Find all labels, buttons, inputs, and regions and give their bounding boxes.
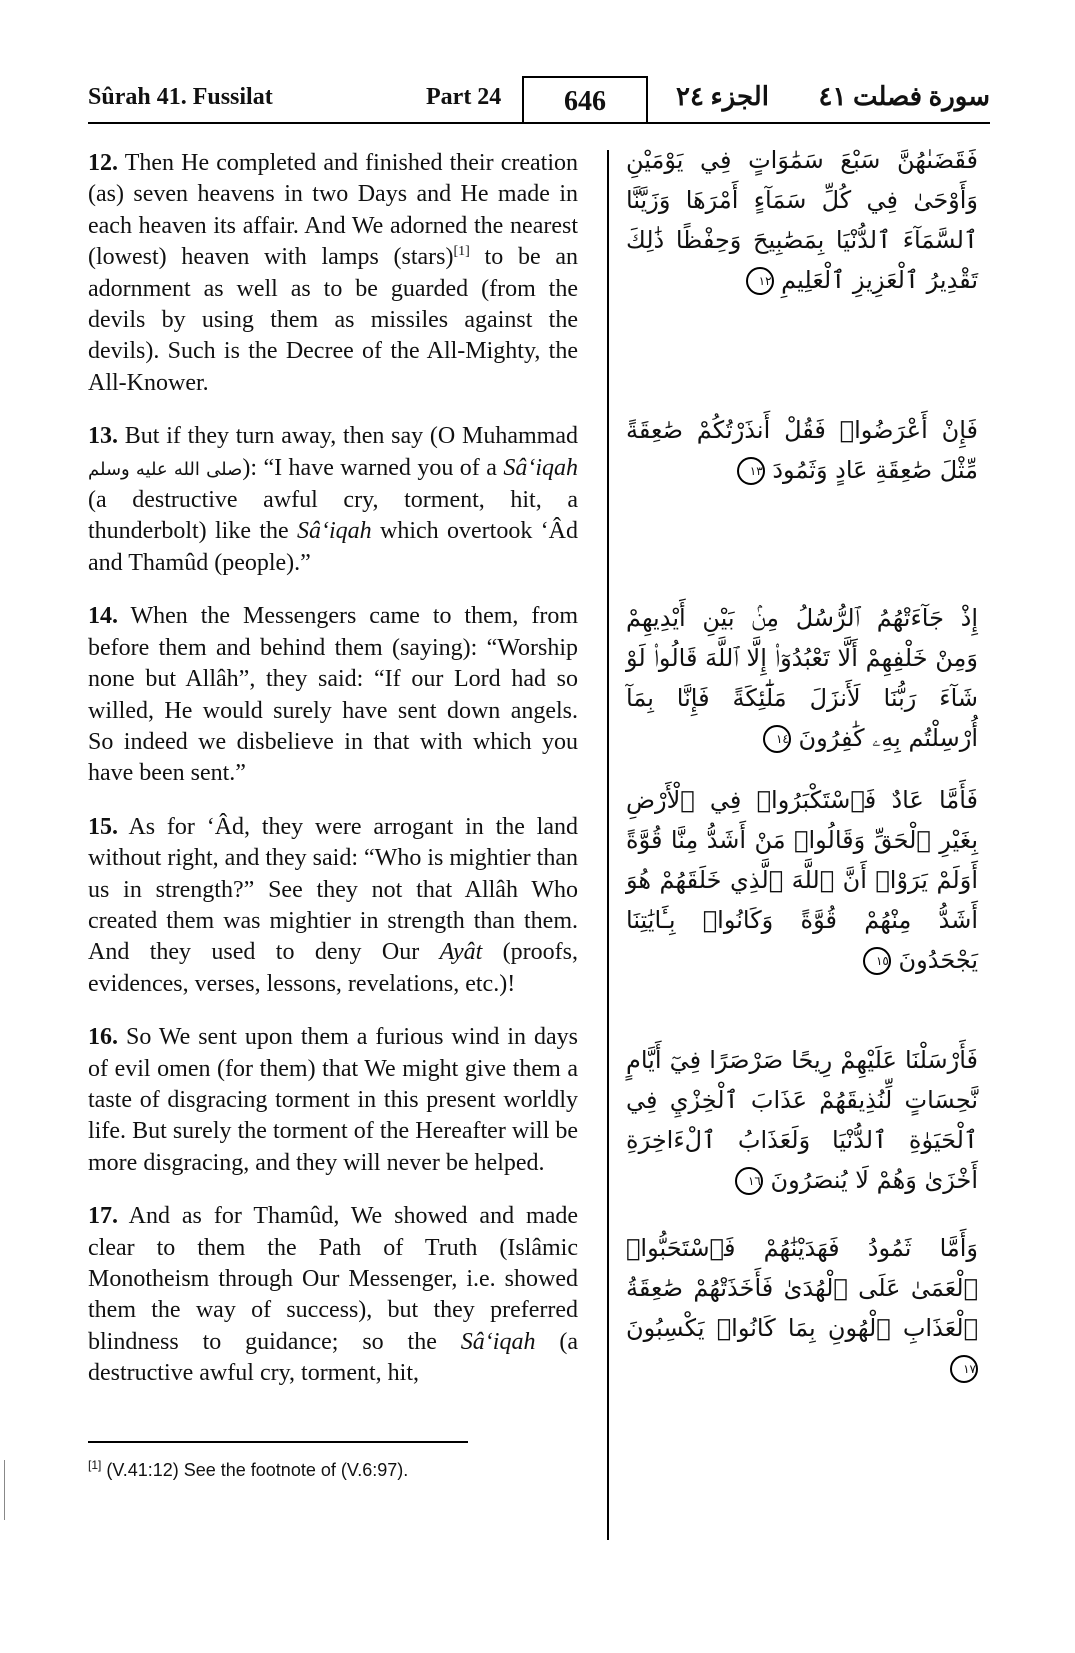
ayah-marker-icon: ١٤: [763, 725, 791, 753]
arabic-verse-15: [626, 780, 978, 980]
verse-15: [88, 812, 578, 1000]
verse-text: But if they turn away, then say (O Muhammad: [118, 423, 578, 450]
column-divider: [607, 150, 609, 1540]
verse-text: (a destructive awful cry, torment, hit, a thunderbolt) like the: [88, 487, 578, 545]
verse-16: [88, 1022, 578, 1179]
verse-number: 13.: [88, 423, 118, 450]
margin-mark: [4, 1460, 5, 1520]
italic-term: Sâ‘iqah: [297, 518, 372, 545]
verse-text: ): “I have warned you of a: [242, 454, 504, 481]
verse-text: And as for Thamûd, We showed and made clear to them the Path of Truth (Islâmic Monotheism through Our Messenger, i.e. showed them the way of success), but they preferred blindness to guidance; so the: [88, 1203, 578, 1355]
footnote: [88, 1458, 408, 1481]
verse-number: 15.: [88, 813, 118, 840]
verse-text: to be an adornment as well as to be guarded (from the devils by using them as missiles against the devils). Such is the Decree of the All-Mighty, the All-Knower.: [88, 244, 578, 396]
verse-number: 17.: [88, 1203, 118, 1230]
verse-number: 12.: [88, 150, 118, 176]
arabic-text: فَإِنْ أَعْرَضُوا۟ فَقُلْ أَنذَرْتُكُمْ صَٰعِقَةً مِّثْلَ صَٰعِقَةِ عَادٍ وَثَمُودَ: [626, 416, 978, 484]
page-number: 646: [522, 76, 648, 122]
ayah-marker-icon: ١٦: [735, 1167, 763, 1195]
verse-number: 14.: [88, 603, 118, 630]
arabic-verse-12: [626, 140, 978, 300]
ayah-marker-icon: ١٣: [737, 457, 765, 485]
arabic-verse-17: [626, 1228, 978, 1388]
verse-text: So We sent upon them a furious wind in days of evil omen (for them) that We might give them a taste of disgracing torment in this present worldly life. But surely the torment of the Hereafter will be more disgracing, and they will never be helped.: [88, 1024, 578, 1176]
page-header: [88, 78, 990, 124]
arabic-text: إِذْ جَآءَتْهُمُ ٱلرُّسُلُ مِنۢ بَيْنِ أَيْدِيهِمْ وَمِنْ خَلْفِهِمْ أَلَّا تَعْبُدُوٓا۟ إِلَّا ٱللَّهَ قَالُوا۟ لَوْ شَآءَ رَبُّنَا لَأَنزَلَ مَلَٰٓئِكَةً فَإِنَّا بِمَآ أُرْسِلْتُم بِهِۦ كَٰفِرُونَ: [626, 604, 978, 752]
verse-number: 16.: [88, 1024, 118, 1051]
footnote-ref: [1]: [453, 244, 470, 260]
surah-title-ar: سورة فصلت ٤١: [818, 82, 990, 111]
verse-12: [88, 148, 578, 399]
italic-term: Ayât: [439, 939, 483, 966]
italic-term: Sâ‘iqah: [503, 454, 579, 481]
surah-title-en: Sûrah 41. Fussilat: [88, 84, 273, 110]
verse-text: which overtook ‘Âd and Thamûd (people).”: [88, 518, 579, 576]
juz-label-ar: الجزء ٢٤: [676, 82, 769, 111]
arabic-text: فَأَرْسَلْنَا عَلَيْهِمْ رِيحًا صَرْصَرًا فِيٓ أَيَّامٍ نَّحِسَاتٍ لِّنُذِيقَهُمْ عَذَابَ ٱلْخِزْيِ فِي ٱلْحَيَوٰةِ ٱلدُّنْيَا وَلَعَذَابُ ٱلْءَاخِرَةِ أَخْزَىٰ وَهُمْ لَا يُنصَرُونَ: [626, 1046, 978, 1194]
ayah-marker-icon: ١٢: [746, 267, 774, 295]
arabic-text: فَقَضَىٰهُنَّ سَبْعَ سَمَٰوَاتٍ فِي يَوْمَيْنِ وَأَوْحَىٰ فِي كُلِّ سَمَآءٍ أَمْرَهَا وَزَيَّنَّا ٱلسَّمَآءَ ٱلدُّنْيَا بِمَصَٰبِيحَ وَحِفْظًا ذَٰلِكَ تَقْدِيرُ ٱلْعَزِيزِ ٱلْعَلِيمِ: [626, 146, 978, 294]
verse-text: When the Messengers came to them, from before them and behind them (saying): “Worship none but Allâh”, they said: “If our Lord had so willed, He would surely have sent down angels. So indeed we disbelieve in that with which you have been sent.”: [88, 603, 578, 787]
arabic-text: فَأَمَّا عَادٌ فَٱسْتَكْبَرُوا۟ فِي ٱلْأَرْضِ بِغَيْرِ ٱلْحَقِّ وَقَالُوا۟ مَنْ أَشَدُّ مِنَّا قُوَّةً أَوَلَمْ يَرَوْا۟ أَنَّ ٱللَّهَ ٱلَّذِي خَلَقَهُمْ هُوَ أَشَدُّ مِنْهُمْ قُوَّةً وَكَانُوا۟ بِـَٔايَٰتِنَا يَجْحَدُونَ: [626, 786, 978, 974]
footnote-marker: [1]: [88, 1458, 102, 1472]
italic-term: Sâ‘iqah: [460, 1328, 536, 1355]
verse-14: [88, 601, 578, 789]
verse-text: As for ‘Âd, they were arrogant in the land without right, and they said: “Who is mightier than us in strength?” See they not that Allâh Who created them was mightier in strength than them. And they used to deny Our: [88, 813, 578, 966]
verse-13: [88, 421, 578, 579]
verse-text: Then He completed and finished their creation (as) seven heavens in two Days and He made in each heaven its affair. And We adorned the nearest (lowest) heaven with lamps (stars): [88, 150, 578, 271]
footnote-text: (V.41:12) See the footnote of (V.6:97).: [101, 1460, 409, 1480]
footnote-rule: [88, 1441, 468, 1443]
part-label: Part 24: [426, 84, 502, 110]
salutation-ar: صلى الله عليه وسلم: [88, 458, 243, 480]
arabic-verse-16: [626, 1040, 978, 1200]
header-rule: [88, 122, 990, 124]
verse-text: (proofs, evidences, verses, lessons, revelations, etc.)!: [88, 939, 578, 997]
ayah-marker-icon: ١٧: [950, 1355, 978, 1383]
arabic-verse-14: [626, 598, 978, 758]
arabic-verse-13: [626, 410, 978, 490]
arabic-text: وَأَمَّا ثَمُودُ فَهَدَيْنَٰهُمْ فَٱسْتَحَبُّوا۟ ٱلْعَمَىٰ عَلَى ٱلْهُدَىٰ فَأَخَذَتْهُمْ صَٰعِقَةُ ٱلْعَذَابِ ٱلْهُونِ بِمَا كَانُوا۟ يَكْسِبُونَ: [626, 1234, 978, 1342]
ayah-marker-icon: ١٥: [863, 947, 891, 975]
verse-17: [88, 1201, 578, 1389]
translation-column: [88, 148, 578, 1412]
verse-text: (a destructive awful cry, torment, hit,: [88, 1328, 578, 1387]
